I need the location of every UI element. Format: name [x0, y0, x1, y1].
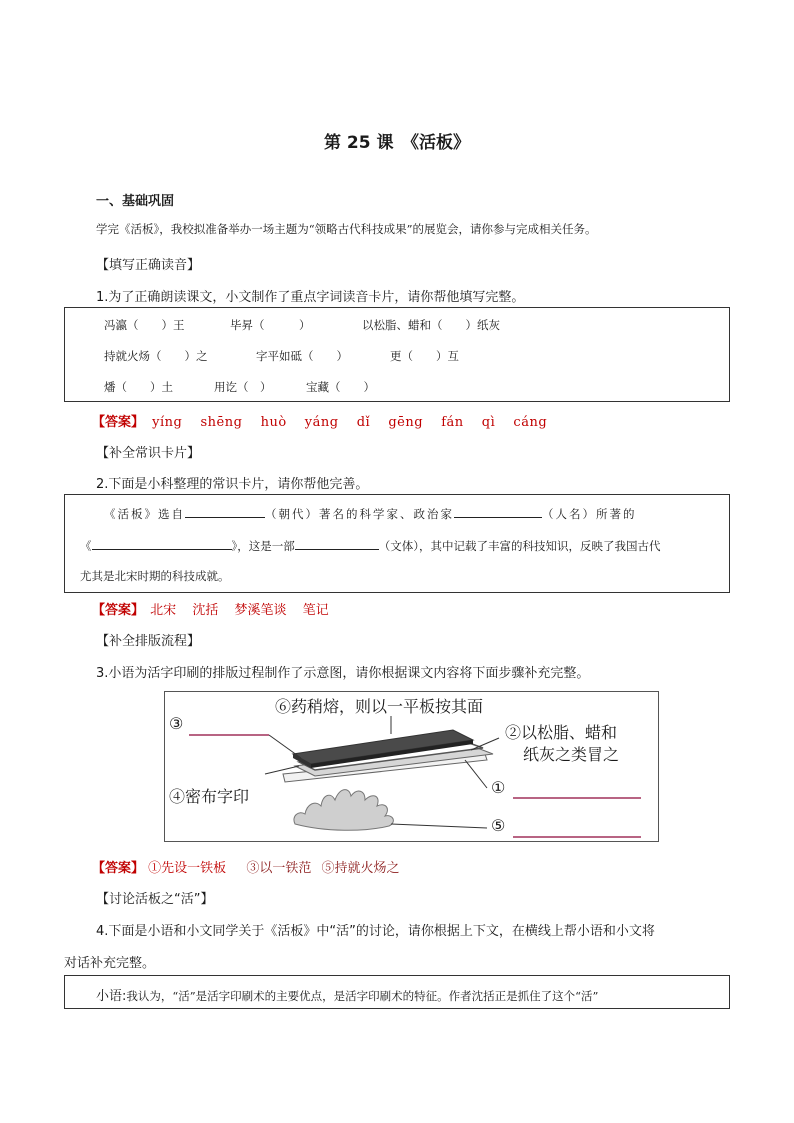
fill-blank	[454, 505, 542, 518]
answer-item: yáng	[304, 415, 339, 430]
answer-item: huò	[260, 415, 287, 430]
card-text: 》，这是一部	[231, 539, 295, 553]
page-title: 第 25 课 《活板》	[324, 133, 470, 153]
task1-question: 1.为了正确朗读课文，小文制作了重点字词读音卡片，请你帮他填写完整。	[96, 290, 525, 305]
answer-item: ③以一铁范	[246, 861, 312, 876]
task4-tag: 【讨论活板之“活”】	[96, 892, 214, 907]
dialog-line	[96, 985, 598, 1004]
task2-question: 2.下面是小科整理的常识卡片，请你帮他完善。	[96, 477, 369, 492]
task4-question-line1: 4.下面是小语和小文同学关于《活板》中“活”的讨论，请你根据上下文，在横线上帮小语和小文将	[96, 924, 655, 939]
leader-line	[465, 760, 487, 788]
fill-blank	[92, 537, 232, 550]
task1-tag: 【填写正确读音】	[96, 258, 201, 273]
answer-item: 北宋	[150, 603, 177, 618]
answer-row	[92, 857, 399, 876]
answer-item: qì	[481, 415, 496, 430]
fill-blank	[295, 537, 379, 550]
task3-question: 3.小语为活字印刷的排版过程制作了示意图，请你根据课文内容将下面步骤补充完整。	[96, 666, 590, 681]
card-text: （朝代）著名的科学家、政治家	[265, 507, 454, 521]
answer-row	[92, 599, 329, 618]
step1-label: ①	[491, 778, 506, 797]
card-cell: 毕昇（ ）	[230, 318, 311, 332]
answer-item: 梦溪笔谈	[234, 603, 287, 618]
card-line: 尤其是北宋时期的科技成就。	[80, 569, 230, 583]
card-cell: 字平如砥（ ）	[256, 349, 348, 363]
answer-item: yíng	[152, 415, 183, 430]
card-cell: 燔（ ）土	[104, 380, 173, 394]
answer-item: ①先设一铁板	[148, 861, 227, 876]
task3-tag: 【补全排版流程】	[96, 634, 201, 649]
card-text: （文体），其中记载了丰富的科技知识，反映了我国古代	[378, 539, 661, 553]
dialog-speaker: 小语:	[96, 989, 127, 1004]
card-cell: 用讫（ ）	[214, 380, 272, 394]
answer-item: 笔记	[302, 603, 329, 618]
section-intro: 学完《活板》，我校拟准备举办一场主题为“领略古代科技成果”的展览会，请你参与完成相关任务。	[96, 222, 597, 236]
card-cell: 更（ ）互	[390, 349, 459, 363]
answer-item: ⑤持就火炀之	[321, 861, 400, 876]
card-line	[80, 537, 661, 554]
step2-label-line1: ②以松脂、蜡和	[505, 723, 618, 742]
step5-label: ⑤	[491, 816, 506, 835]
answer-item: dǐ	[356, 415, 371, 430]
leader-line	[471, 738, 499, 750]
answer-label: 【答案】	[92, 861, 145, 876]
card-text: （人名）所著的	[542, 507, 637, 521]
card-cell: 宝藏（ ）	[306, 380, 375, 394]
task2-tag: 【补全常识卡片】	[96, 446, 201, 461]
step6-label: ⑥药稍熔，则以一平板按其面	[275, 697, 484, 716]
card-line	[104, 505, 637, 522]
card-cell: 冯瀛（ ）王	[104, 318, 185, 332]
fire-icon	[294, 790, 393, 831]
step2-label-line2: 纸灰之类冒之	[523, 745, 620, 764]
card-text: 《活板》选自	[104, 507, 185, 521]
answer-item: fán	[441, 415, 464, 430]
answer-item: 沈括	[192, 603, 219, 618]
leader-line	[269, 735, 301, 758]
dialog-text: 我认为，“活”是活字印刷术的主要优点，是活字印刷术的特征。作者沈括正是抓住了这个“活”	[126, 989, 599, 1003]
fill-blank	[185, 505, 265, 518]
typesetting-diagram	[164, 691, 659, 842]
step3-label: ③	[169, 714, 184, 733]
card-text: 《	[80, 539, 92, 553]
answer-label: 【答案】	[92, 415, 145, 430]
answer-label: 【答案】	[92, 603, 145, 618]
answer-row	[92, 411, 547, 430]
leader-line	[391, 824, 487, 828]
answer-item: gēng	[388, 415, 424, 430]
answer-item: shēng	[200, 415, 243, 430]
section-heading: 一、基础巩固	[96, 194, 175, 209]
card-cell: 以松脂、蜡和（ ）纸灰	[362, 318, 500, 332]
step4-label: ④密布字印	[169, 787, 250, 806]
task4-question-line2: 对话补充完整。	[64, 956, 156, 971]
card-cell: 持就火炀（ ）之	[104, 349, 208, 363]
answer-item: cáng	[513, 415, 548, 430]
